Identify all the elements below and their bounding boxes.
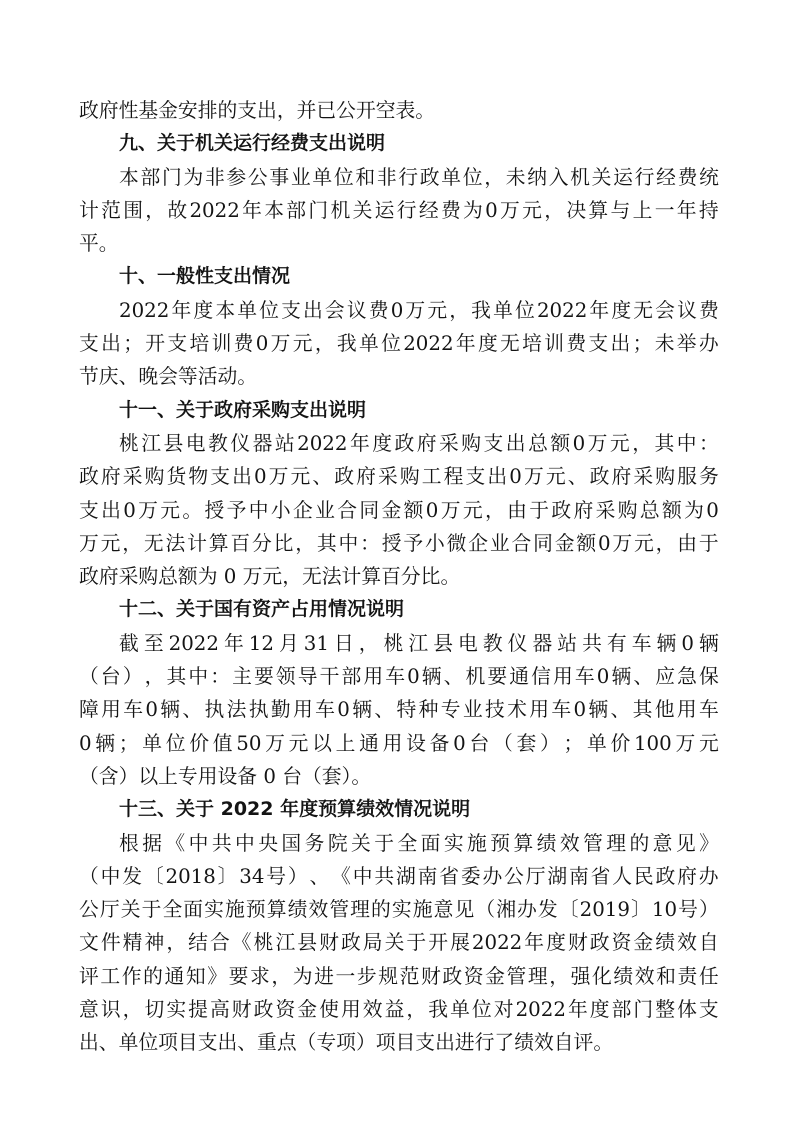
text-line: 节庆、晚会等活动。 — [79, 365, 258, 389]
text-line: 桃 江 县 电 教 仪 器 站 2022 年 度 政 府 采 购 支 出 总 额 0 万 元 ， 其 中 ： — [119, 431, 719, 455]
heading-line: 十一、关于政府采购支出说明 — [119, 398, 367, 421]
section-heading — [79, 593, 719, 626]
text-line: 根 据 《 中 共 中 央 国 务 院 关 于 全 面 实 施 预 算 绩 效 管 理 的 意 见 》 — [119, 831, 719, 855]
text-line: 计 范 围 ， 故 2022 年 本 部 门 机 关 运 行 经 费 为 0 万 元 ， 决 算 与 上 一 年 持 — [79, 198, 719, 222]
heading-line: 十三、关于 2022 年度预算绩效情况说明 — [119, 798, 471, 821]
text-line: 意 识 ， 切 实 提 高 财 政 资 金 使 用 效 益 ， 我 单 位 对 2022 年 度 部 门 整 体 支 — [79, 998, 719, 1022]
text-line: 万 元 ， 无 法 计 算 百 分 比 ， 其 中 ： 授 予 小 微 企 业 合 同 金 额 0 万 元 ， 由 于 — [79, 531, 719, 555]
section-heading — [79, 260, 719, 293]
heading-line: 十、一般性支出情况 — [119, 265, 291, 288]
paragraph — [79, 161, 719, 261]
text-line: （ 中 发 〔 2018 〕 34 号 ） 、 《 中 共 湖 南 省 委 办 公 厅 湖 南 省 人 民 政 府 办 — [79, 864, 719, 888]
text-line: 截 至 2022 年 12 月 31 日 ， 桃 江 县 电 教 仪 器 站 共 有 车 辆 0 辆 — [119, 631, 719, 655]
text-line: （含）以上专用设备 0 台（套）。 — [79, 764, 372, 788]
section-heading — [79, 793, 719, 826]
text-line: 本 部 门 为 非 参 公 事 业 单 位 和 非 行 政 单 位 ， 未 纳 入 机 关 运 行 经 费 统 — [119, 165, 719, 189]
document-page — [79, 94, 719, 1060]
paragraph — [79, 94, 719, 127]
section-heading — [79, 127, 719, 160]
text-line: 评 工 作 的 通 知 》 要 求 ， 为 进 一 步 规 范 财 政 资 金 管 理 ， 强 化 绩 效 和 责 任 — [79, 964, 719, 988]
paragraph — [79, 294, 719, 394]
text-line: 平。 — [79, 232, 119, 256]
text-line: 公 厅 关 于 全 面 实 施 预 算 绩 效 管 理 的 实 施 意 见 （ 湘 办 发 〔 2019 〕 10 号 ） — [79, 898, 719, 922]
heading-line: 九、关于机关运行经费支出说明 — [119, 132, 386, 155]
text-line: 政 府 采 购 货 物 支 出 0 万 元 、 政 府 采 购 工 程 支 出 0 万 元 、 政 府 采 购 服 务 — [79, 465, 719, 489]
text-line: 支 出 ； 开 支 培 训 费 0 万 元 ， 我 单 位 2022 年 度 无 培 训 费 支 出 ； 未 举 办 — [79, 332, 719, 356]
text-line: 政府采购总额为 0 万元，无法计算百分比。 — [79, 565, 461, 589]
text-line: 出、单位项目支出、重点（专项）项目支出进行了绩效自评。 — [79, 1031, 614, 1055]
text-line: 政府性基金安排的支出，并已公开空表。 — [79, 99, 436, 122]
text-line: 文 件 精 神 ， 结 合 《 桃 江 县 财 政 局 关 于 开 展 2022 年 度 财 政 资 金 绩 效 自 — [79, 931, 719, 955]
paragraph — [79, 827, 719, 1060]
text-line: 2022 年 度 本 单 位 支 出 会 议 费 0 万 元 ， 我 单 位 2022 年 度 无 会 议 费 — [119, 298, 719, 322]
text-line: 支 出 0 万 元 。 授 予 中 小 企 业 合 同 金 额 0 万 元 ， 由 于 政 府 采 购 总 额 为 0 — [79, 498, 719, 522]
text-line: 0 辆 ； 单 位 价 值 50 万 元 以 上 通 用 设 备 0 台 （ 套 ） ； 单 价 100 万 元 — [79, 731, 719, 755]
paragraph — [79, 627, 719, 793]
paragraph — [79, 427, 719, 593]
section-heading — [79, 394, 719, 427]
heading-line: 十二、关于国有资产占用情况说明 — [119, 598, 405, 621]
text-line: 障 用 车 0 辆 、 执 法 执 勤 用 车 0 辆 、 特 种 专 业 技 术 用 车 0 辆 、 其 他 用 车 — [79, 698, 719, 722]
text-line: （ 台 ） ， 其 中 ： 主 要 领 导 干 部 用 车 0 辆 、 机 要 通 信 用 车 0 辆 、 应 急 保 — [79, 665, 719, 689]
